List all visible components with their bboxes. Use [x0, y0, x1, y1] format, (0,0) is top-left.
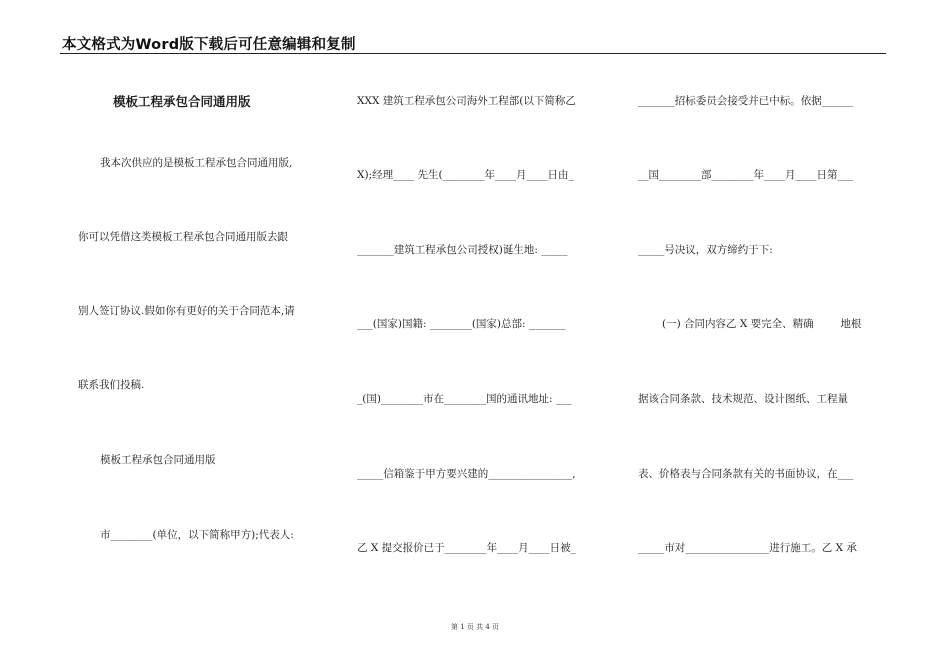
column-3-line: 据该合同条款、技术规范、设计图纸、工程量 — [638, 393, 848, 405]
column-2-line: _(国)________市在________国的通讯地址: ___ — [357, 393, 572, 405]
column-1-line: 模板工程承包合同通用版 — [100, 454, 216, 466]
column-2-line: X);经理____ 先生(________年____月____日由_ — [357, 169, 574, 181]
column-2-line: _____信箱鉴于甲方要兴建的________________, — [357, 468, 576, 480]
column-3-line: _____号决议，双方缔约于下: — [638, 244, 773, 256]
download-banner: 本文格式为Word版下载后可任意编辑和复制 — [62, 37, 356, 53]
column-2-line: _______建筑工程承包公司授权)诞生地: _____ — [357, 244, 568, 256]
header-rule — [60, 53, 886, 54]
document-title: 模板工程承包合同通用版 — [113, 94, 251, 109]
column-1-line: 别人签订协议.假如你有更好的关于合同范本,请 — [78, 305, 295, 317]
column-3-line: 表、价格表与合同条款有关的书面协议，在___ — [638, 468, 854, 480]
column-2-line: XXX 建筑工程承包公司海外工程部(以下简称乙 — [357, 95, 576, 107]
column-3-line: __国________部________年____月____日第___ — [638, 169, 854, 181]
column-1-line: 联系我们投稿. — [78, 379, 145, 391]
column-1-line: 我本次供应的是模板工程承包合同通用版, — [100, 157, 293, 169]
column-2-line: ___(国家)国籍: ________(国家)总部: _______ — [357, 318, 566, 330]
column-2-line: 乙 X 提交报价已于________年____月____日被_ — [357, 542, 576, 554]
column-3-line: _______招标委员会接受并已中标。依据______ — [638, 95, 854, 107]
column-3-line: (一) 合同内容乙 X 要完全、精确 地根 — [662, 318, 862, 330]
page-number: 第 1 页 共 4 页 — [450, 623, 500, 631]
column-1-line: 你可以凭借这类模板工程承包合同通用版去跟 — [78, 231, 288, 243]
column-1-line: 市________(单位，以下简称甲方);代表人: — [100, 529, 294, 541]
column-3-line: _____市对________________进行施工。乙 X 承 — [638, 542, 857, 554]
